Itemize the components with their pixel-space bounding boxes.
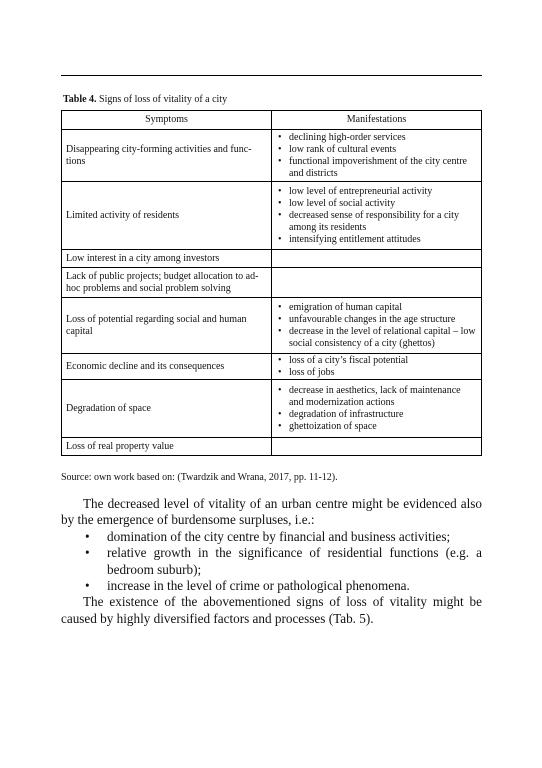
table-source: Source: own work based on: (Twardzik and Wrana, 2017, pp. 11-12). [61, 472, 338, 483]
table-body [62, 130, 482, 456]
manifestation-item: • decreased sense of responsibility for a city among its residents [276, 210, 477, 234]
manifestations-cell [272, 250, 482, 268]
table-row [62, 298, 482, 354]
manifestations-cell [272, 380, 482, 438]
manifestation-item: • functional impoverishment of the city centre and districts [276, 156, 477, 180]
vitality-table [61, 110, 482, 456]
manifestation-item: • loss of a city’s fiscal potential [276, 355, 477, 367]
header-symptoms: Symptoms [62, 111, 272, 130]
intro-paragraph: The decreased level of vitality of an urban centre might be evidenced also by the emergence of burdensome surpluses, i.e.: [61, 496, 482, 528]
header-manifestations: Manifestations [272, 111, 482, 130]
symptom-cell: Loss of real property value [62, 438, 272, 456]
table-label: Table 4. [63, 94, 97, 105]
manifestations-list [276, 385, 477, 433]
table-title: Signs of loss of vitality of a city [96, 94, 228, 105]
manifestation-item: • low rank of cultural events [276, 144, 477, 156]
symptom-cell: Loss of potential regarding social and human capital [62, 298, 272, 354]
symptom-cell: Disappearing city-forming activities and func-tions [62, 130, 272, 182]
manifestation-item: • declining high-order services [276, 132, 477, 144]
top-rule [61, 75, 482, 76]
table-row [62, 250, 482, 268]
manifestations-cell [272, 268, 482, 298]
manifestations-list [276, 355, 477, 379]
body-text [61, 496, 482, 627]
symptom-cell: Limited activity of residents [62, 182, 272, 250]
table-row [62, 354, 482, 380]
manifestation-item: • unfavourable changes in the age structure [276, 314, 477, 326]
manifestation-item: • intensifying entitlement attitudes [276, 234, 477, 246]
manifestation-item: • decrease in aesthetics, lack of maintenance and modernization actions [276, 385, 477, 409]
manifestations-list [276, 186, 477, 246]
table-row [62, 268, 482, 298]
table-row [62, 182, 482, 250]
table-caption [63, 94, 227, 106]
list-item: • relative growth in the significance of residential functions (e.g. a bedroom suburb); [61, 545, 482, 578]
manifestations-cell [272, 298, 482, 354]
table-row [62, 130, 482, 182]
manifestation-item: • low level of entrepreneurial activity [276, 186, 477, 198]
manifestation-item: • ghettoization of space [276, 421, 477, 433]
manifestation-item: • decrease in the level of relational capital – low social consistency of a city (ghettos) [276, 326, 477, 350]
manifestations-cell [272, 354, 482, 380]
table-row [62, 380, 482, 438]
manifestation-item: • loss of jobs [276, 367, 477, 379]
closing-paragraph: The existence of the abovementioned signs of loss of vitality might be caused by highly diversified factors and processes (Tab. 5). [61, 594, 482, 626]
manifestations-cell [272, 130, 482, 182]
table-row [62, 438, 482, 456]
manifestations-list [276, 132, 477, 180]
manifestations-cell [272, 182, 482, 250]
table-header-row [62, 111, 482, 130]
list-item: • increase in the level of crime or pathological phenomena. [61, 578, 482, 594]
manifestation-item: • degradation of infrastructure [276, 409, 477, 421]
symptom-cell: Lack of public projects; budget allocation to ad-hoc problems and social problem solving [62, 268, 272, 298]
symptom-cell: Low interest in a city among investors [62, 250, 272, 268]
surplus-list [61, 529, 482, 595]
manifestations-list [276, 302, 477, 350]
manifestation-item: • low level of social activity [276, 198, 477, 210]
manifestations-cell [272, 438, 482, 456]
list-item: • domination of the city centre by financial and business activities; [61, 529, 482, 545]
symptom-cell: Degradation of space [62, 380, 272, 438]
symptom-cell: Economic decline and its consequences [62, 354, 272, 380]
manifestation-item: • emigration of human capital [276, 302, 477, 314]
